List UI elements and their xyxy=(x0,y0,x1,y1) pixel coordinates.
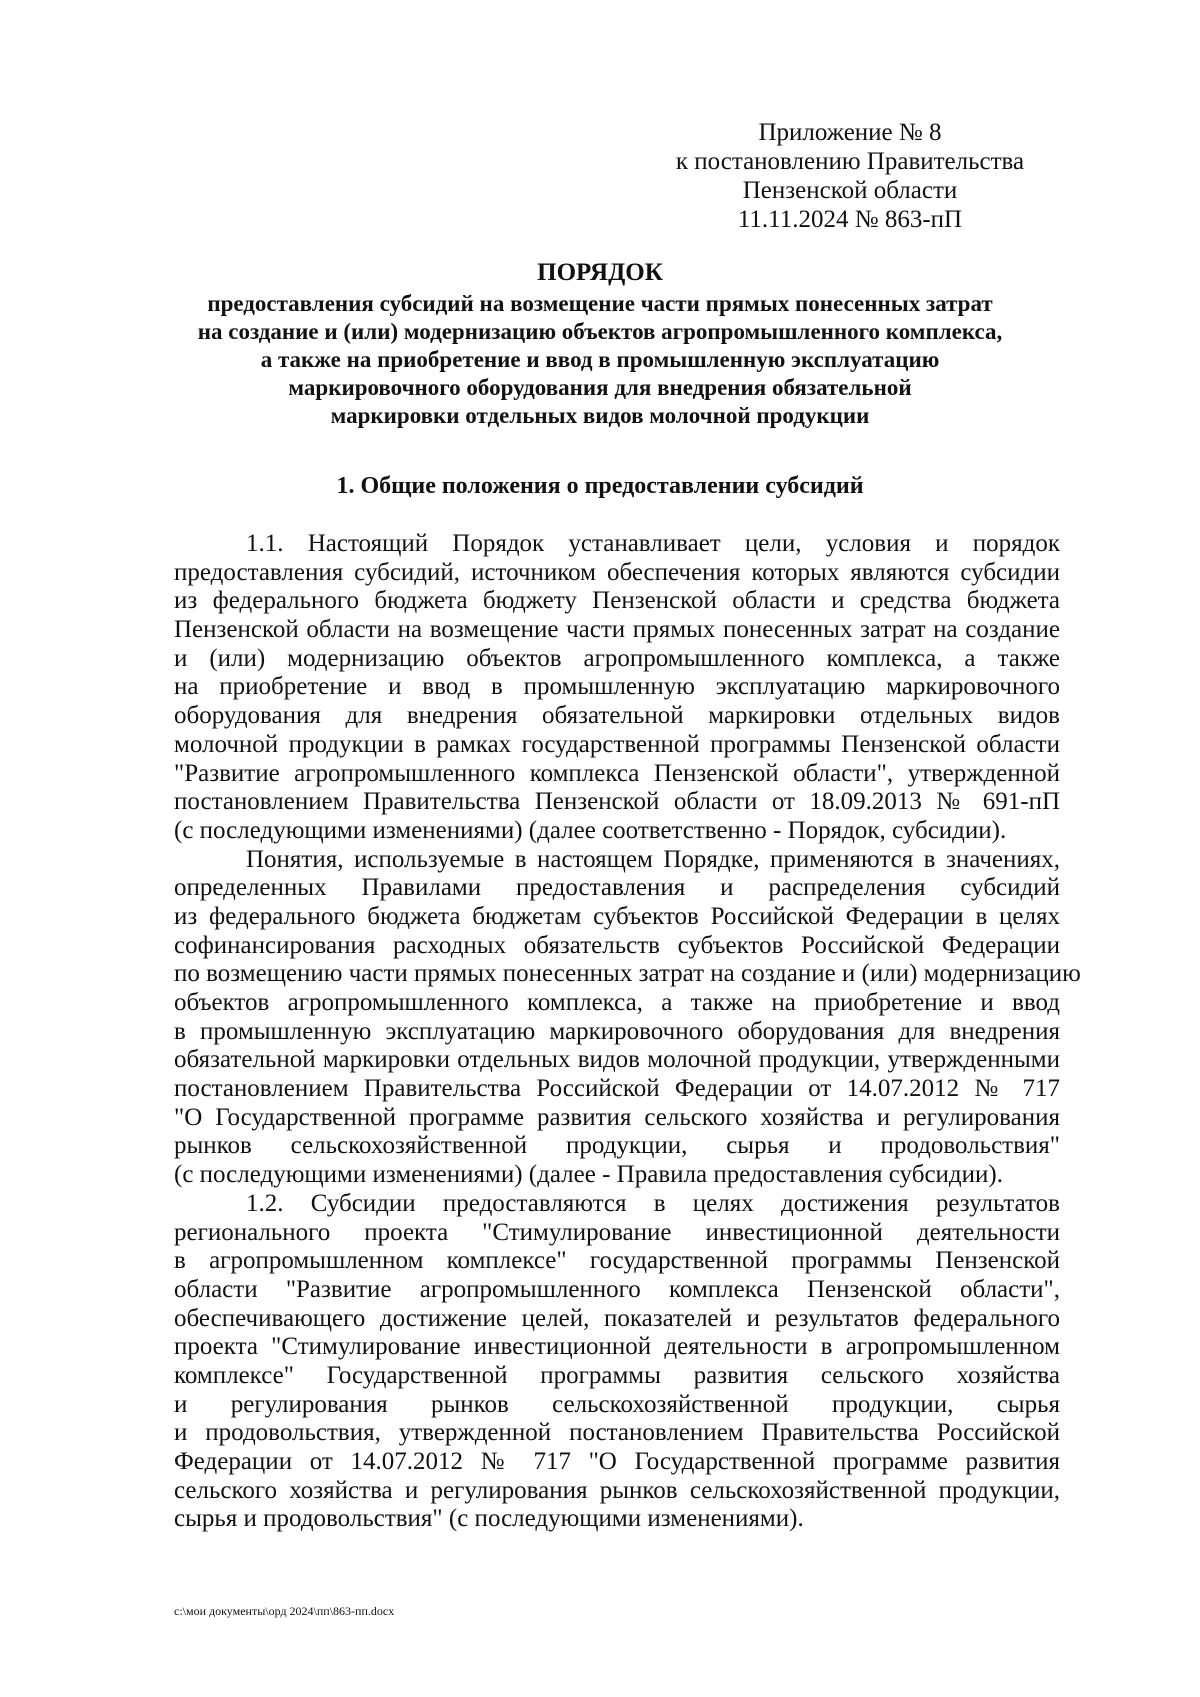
paragraph-line: проекта "Стимулирование инвестиционной деятельности в агропромышленном xyxy=(174,1333,1060,1361)
paragraph-line: и регулирования рынков сельскохозяйственной продукции, сырья xyxy=(174,1390,1060,1418)
title-line: а также на приобретение и ввод в промышленную эксплуатацию xyxy=(260,347,940,372)
title-line: маркировочного оборудования для внедрения обязательной xyxy=(288,375,912,400)
title-line: на создание и (или) модернизацию объектов агропромышленного комплекса, xyxy=(197,319,1003,344)
paragraph-line: области "Развитие агропромышленного комплекса Пензенской области", xyxy=(174,1275,1060,1303)
paragraph-line: (с последующими изменениями) (далее соответственно - Порядок, субсидии). xyxy=(174,816,1007,844)
paragraph-line: Пензенской области на возмещение части прямых понесенных затрат на создание xyxy=(174,616,1060,644)
paragraph xyxy=(174,845,1081,1190)
paragraph-line: объектов агропромышленного комплекса, а также на приобретение и ввод xyxy=(174,989,1060,1016)
paragraph-line: на приобретение и ввод в промышленную эксплуатацию маркировочного xyxy=(174,673,1060,701)
appendix-header xyxy=(640,118,1060,234)
paragraph-line: по возмещению части прямых понесенных затрат на создание и (или) модернизацию xyxy=(174,960,1081,988)
appendix-region: Пензенской области xyxy=(742,177,958,204)
paragraph xyxy=(174,530,1060,846)
paragraph-line: и (или) модернизацию объектов агропромышленного комплекса, а также xyxy=(174,644,1060,672)
appendix-resolution: к постановлению Правительства xyxy=(675,148,1025,175)
paragraph-line: 1.1. Настоящий Порядок устанавливает цели, условия и порядок xyxy=(246,530,1060,557)
document-title xyxy=(150,258,1050,430)
title-main: ПОРЯДОК xyxy=(537,259,663,286)
paragraph-line: в промышленную эксплуатацию маркировочного оборудования для внедрения xyxy=(174,1017,1060,1045)
paragraph-line: комплексе" Государственной программы развития сельского хозяйства xyxy=(174,1361,1060,1389)
paragraph-line: оборудования для внедрения обязательной маркировки отдельных видов xyxy=(174,702,1060,730)
paragraph-line: и продовольствия, утвержденной постановлением Правительства Российской xyxy=(174,1419,1060,1447)
paragraph-line: в агропромышленном комплексе" государственной программы Пензенской xyxy=(174,1247,1060,1275)
paragraph-line: из федерального бюджета бюджетам субъектов Российской Федерации в целях xyxy=(174,902,1060,930)
title-line: предоставления субсидий на возмещение части прямых понесенных затрат xyxy=(207,291,993,316)
paragraph-line: сельского хозяйства и регулирования рынков сельскохозяйственной продукции, xyxy=(174,1476,1060,1504)
appendix-date-number: 11.11.2024 № 863-пП xyxy=(737,206,963,233)
appendix-number: Приложение № 8 xyxy=(758,119,942,146)
paragraph-line: обязательной маркировки отдельных видов молочной продукции, утвержденными xyxy=(174,1046,1060,1074)
paragraph-line: обеспечивающего достижение целей, показателей и результатов федерального xyxy=(174,1304,1060,1332)
paragraph-line: постановлением Правительства Пензенской области от 18.09.2013 № 691-пП xyxy=(174,788,1060,816)
body-text xyxy=(174,530,1081,1534)
paragraph-line: рынков сельскохозяйственной продукции, сырья и продовольствия" xyxy=(174,1132,1060,1160)
file-path-footer: c:\мои документы\орд 2024\пп\863-пп.docx xyxy=(174,1604,395,1618)
paragraph-line: (с последующими изменениями) (далее - Правила предоставления субсидии). xyxy=(174,1161,1003,1189)
paragraph-line: софинансирования расходных обязательств субъектов Российской Федерации xyxy=(174,931,1060,959)
paragraph xyxy=(174,1190,1060,1534)
paragraph-line: "Развитие агропромышленного комплекса Пензенской области", утвержденной xyxy=(174,759,1060,787)
paragraph-line: молочной продукции в рамках государственной программы Пензенской области xyxy=(174,730,1060,758)
paragraph-line: из федерального бюджета бюджету Пензенской области и средства бюджета xyxy=(174,587,1060,615)
paragraph-line: "О Государственной программе развития сельского хозяйства и регулирования xyxy=(174,1103,1060,1131)
title-line: маркировки отдельных видов молочной продукции xyxy=(330,403,870,428)
paragraph-line: Федерации от 14.07.2012 № 717 "О Государственной программе развития xyxy=(174,1448,1060,1475)
paragraph-line: Понятия, используемые в настоящем Порядке, применяются в значениях, xyxy=(246,845,1060,873)
paragraph-line: предоставления субсидий, источником обеспечения которых являются субсидии xyxy=(174,558,1060,586)
paragraph-line: постановлением Правительства Российской Федерации от 14.07.2012 № 717 xyxy=(174,1075,1060,1103)
paragraph-line: сырья и продовольствия" (с последующими изменениями). xyxy=(174,1505,804,1533)
paragraph-line: определенных Правилами предоставления и распределения субсидий xyxy=(174,874,1060,902)
section-heading: 1. Общие положения о предоставлении субсидий xyxy=(336,473,864,499)
paragraph-line: регионального проекта "Стимулирование инвестиционной деятельности xyxy=(174,1218,1060,1246)
paragraph-line: 1.2. Субсидии предоставляются в целях достижения результатов xyxy=(246,1189,1060,1217)
